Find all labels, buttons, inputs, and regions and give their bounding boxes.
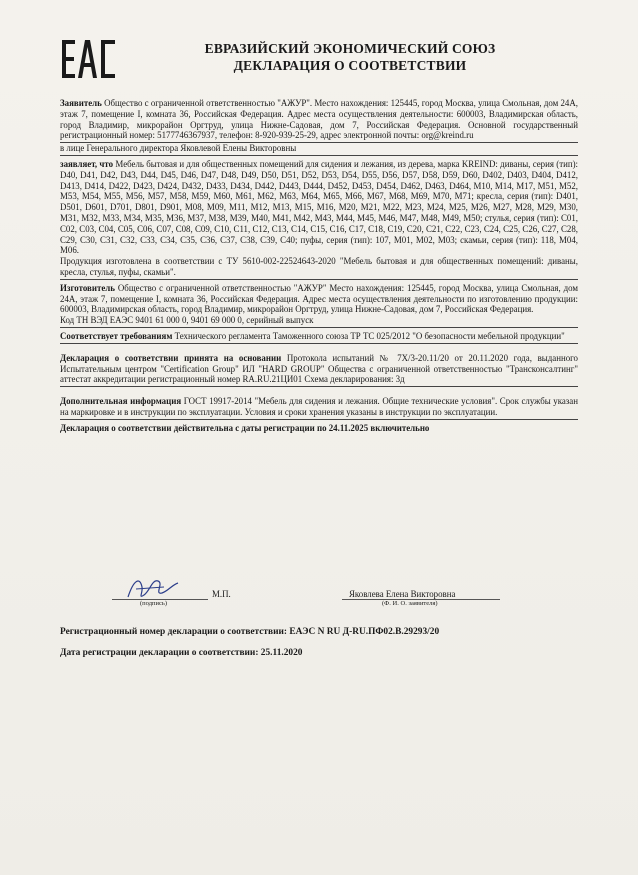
conformity-label: Соответствует требованиям <box>60 330 173 341</box>
conformity-text: Технического регламента Таможенного союза ТР ТС 025/2012 "О безопасности мебельной продукции" <box>174 330 565 341</box>
additional-info-section <box>60 396 578 420</box>
manufacturer-text: Общество с ограниченной ответственностью "АЖУР" Место нахождения: 125445, город Москва, улица Смольная, дом 24А, этаж 7, помещение I, комната 36, Российская Федерация. Адрес места осуществления деятельности по изготовлению продукции: 600003, Владимирская область, город Владимир, микрорайон Оргтруд, улица Нижне-Садовая, дом 7, Российская Федерация. <box>60 282 579 315</box>
manufacturer-label: Изготовитель <box>60 282 115 293</box>
conformity-section <box>60 331 578 344</box>
header-declaration-title: ДЕКЛАРАЦИЯ О СООТВЕТСТВИИ <box>233 58 467 73</box>
declares-section <box>60 159 578 256</box>
applicant-person: в лице Генерального директора Яковлевой Елены Викторовны <box>60 142 578 156</box>
eac-logo-icon <box>60 38 118 80</box>
additional-info-text: ГОСТ 19917-2014 "Мебель для сидения и лежания. Общие технические условия". Срок службы указан на маркировке и в инструкции по эксплуатации. Условия и сроки хранения указаны в инструкции по эксплуатации. <box>60 396 578 417</box>
eac-logo <box>60 38 118 80</box>
stamp-label: М.П. <box>212 589 231 599</box>
header-union-title: ЕВРАЗИЙСКИЙ ЭКОНОМИЧЕСКИЙ СОЮЗ <box>204 41 496 56</box>
document-body <box>60 98 578 434</box>
product-code: Код ТН ВЭД ЕАЭС 9401 61 000 0, 9401 69 000 0, серийный выпуск <box>60 315 578 328</box>
document-header <box>140 40 560 74</box>
produced-text: Продукция изготовлена в соответствии с ТУ 5610-002-22524643-2020 "Мебель бытовая и для общественных помещений: диваны, кресла, стулья, пуфы, скамьи". <box>60 256 578 280</box>
validity-statement: Декларация о соответствии действительна с даты регистрации по 24.11.2025 включительно <box>60 422 430 433</box>
basis-text: Протокола испытаний № 7Х/3-20.11/20 от 20.11.2020 года, выданного Испытательным центром "Certification Group" ИЛ "HARD GROUP" Общества с ограниченной ответственностью "Трансконсалтинг" аттестат аккредитации регистрационный номер RA.RU.21ЦИ01 Схема декларирования: 3д <box>60 352 578 385</box>
declares-text: Мебель бытовая и для общественных помещений для сидения и лежания, из дерева, марка KREIND: диваны, серия (тип): D40, D41, D42, D43, D44, D45, D46, D47, D48, D49, D50, D51, D52, D53, D54, D55, D56, D57, D58, D59, D60, D402, D403, D404, D412, D413, D414, D422, D423, D424, D432, D433, D434, D442, D443, D444, D452, D453, D454, D462, D463, D464, M10, M14, M17, M51, M52, M53, M54, M55, M56, M57, M58, M59, M60, M61, M62, M63, M64, M65, M66, M67, M68, M69, M70, M71; кресла, серия (тип): D401, D501, D601, D701, D801, D901, M08, M09, M11, M12, M13, M15, M16, M20, M21, M22, M23, M24, M25, M26, M27, M28, M29, M30, M31, M32, M33, M34, M35, M36, M37, M38, M39, M40, M41, M42, M43, M44, M45, M46, M47, M48, M49, M50; стулья, серия (тип): C01, C02, C03, C04, C05, C06, C07, C08, C09, C10, C11, C12, C13, C14, C15, C16, C17, C18, C19, C20, C21, C22, C23, C24, C25, C26, C27, C28, C29, C30, C31, C32, C33, C34, C35, C36, C37, C38, C39, C40; пуфы, серия (тип): 107, M01, M02, M03; скамьи, серия (тип): 118, M04, M06. <box>60 158 579 256</box>
applicant-text: Общество с ограниченной ответственностью "АЖУР". Место нахождения: 125445, город Москва, улица Смольная, дом 24А, этаж 7, помещение I, комната 36, Российская Федерация. Адрес места осуществления деятельности: 600003, Владимирская область, город Владимир, микрорайон Оргтруд, улица Нижне-Садовая, дом 7, Российская Федерация. Основной государственный регистрационный номер: 5177746367937, телефон: 8-920-939-25-29, адрес электронной почты: org@kreind.ru <box>60 98 578 141</box>
signature-caption: (подпись) <box>140 600 167 607</box>
applicant-label: Заявитель <box>60 98 102 108</box>
declares-label: заявляет, что <box>60 158 114 169</box>
additional-info-label: Дополнительная информация <box>60 396 182 407</box>
basis-section <box>60 353 578 387</box>
signer-name-caption: (Ф. И. О. заявителя) <box>382 600 438 607</box>
basis-label: Декларация о соответствии принята на основании <box>60 352 282 363</box>
applicant-section <box>60 98 578 141</box>
signer-name: Яковлева Елена Викторовна <box>349 589 456 599</box>
registration-number: Регистрационный номер декларации о соответствии: ЕАЭС N RU Д-RU.ПФ02.В.29293/20 <box>60 627 440 637</box>
signature-block <box>60 585 578 615</box>
manufacturer-section <box>60 283 578 315</box>
registration-date: Дата регистрации декларации о соответствии: 25.11.2020 <box>60 648 303 658</box>
